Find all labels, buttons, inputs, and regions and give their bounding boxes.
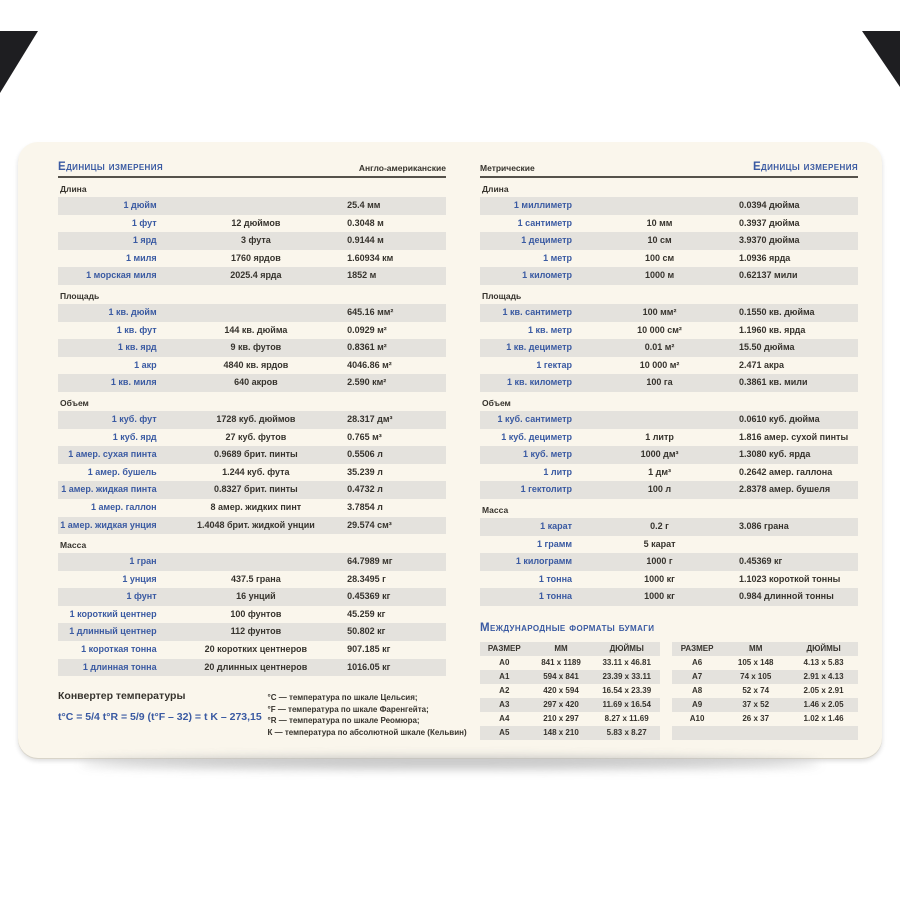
table-row (480, 712, 660, 726)
inches-cell: 4.13 x 5.83 (803, 657, 844, 667)
paper-table-header (672, 642, 858, 656)
equivalent-cell (167, 553, 345, 571)
table-row (58, 606, 446, 624)
inches-cell: 23.39 x 33.11 (602, 671, 651, 681)
unit-cell: 1 амер. сухая пинта (68, 449, 157, 460)
mm-cell: 210 x 297 (543, 713, 579, 723)
unit-cell: 1 кв. миля (110, 377, 157, 388)
unit-cell: 1 кв. километр (507, 377, 573, 388)
format-cell: A6 (691, 657, 703, 667)
page-title: Единицы измерения (752, 161, 858, 173)
cover-corner-top-left (0, 31, 38, 93)
inches-cell: 11.69 x 16.54 (602, 699, 651, 709)
value-cell: 0.45369 кг (347, 591, 391, 602)
mm-cell: 594 x 841 (543, 671, 579, 681)
temperature-note: °C — температура по шкале Цельсия; (267, 693, 418, 703)
equivalent-cell: 100 га (646, 377, 673, 388)
inches-cell: 33.11 x 46.81 (602, 657, 651, 667)
table-row (480, 518, 858, 536)
inches-cell: 16.54 x 23.39 (602, 685, 652, 695)
temperature-converter-title: Конвертер температуры (58, 690, 186, 703)
table-row (480, 215, 858, 233)
table-row (58, 481, 446, 499)
table-row (480, 267, 858, 285)
equivalent-cell: 12 дюймов (231, 217, 281, 228)
value-cell: 0.9144 м (347, 235, 384, 246)
mm-cell: 105 x 148 (737, 657, 774, 667)
equivalent-cell: 8 амер. жидких пинт (210, 501, 302, 512)
equivalent-cell: 1.244 куб. фута (222, 466, 290, 477)
diary-page (18, 142, 882, 758)
value-cell: 1852 м (347, 270, 377, 281)
table-row (58, 304, 446, 322)
table-row (58, 553, 446, 571)
section-title: Площадь (60, 290, 100, 301)
equivalent-cell (167, 197, 345, 215)
mm-cell: 37 x 52 (742, 699, 770, 709)
equivalent-cell: 27 куб. футов (225, 431, 287, 442)
table-row (672, 684, 858, 698)
value-cell: 28.317 дм³ (347, 413, 393, 424)
table-row (672, 726, 858, 740)
table-row (480, 197, 858, 215)
unit-cell: 1 короткий центнер (69, 608, 157, 619)
equivalent-cell (167, 304, 345, 322)
unit-cell: 1 миллиметр (513, 200, 573, 210)
mm-cell: 297 x 420 (543, 699, 579, 709)
cover-corner-top-right (862, 31, 900, 87)
unit-cell: 1 килограмм (515, 556, 573, 567)
section-title: Длина (60, 184, 87, 194)
value-cell: 1.3080 куб. ярда (739, 449, 811, 460)
unit-cell: 1 куб. ярд (112, 431, 157, 442)
unit-cell: 1 гектар (536, 359, 573, 370)
unit-cell: 1 дециметр (521, 235, 573, 246)
format-cell: A7 (691, 671, 703, 681)
section-title: Объем (482, 397, 511, 408)
mm-cell: 148 x 210 (543, 727, 579, 737)
table-row (480, 322, 858, 340)
equivalent-cell: 10 000 см² (637, 324, 682, 335)
value-cell: 0.984 длинной тонны (739, 591, 834, 602)
table-row (480, 429, 858, 447)
unit-cell: 1 амер. бушель (87, 466, 157, 477)
table-row (58, 464, 446, 482)
format-cell: A3 (499, 699, 510, 709)
equivalent-cell: 0.2 г (650, 520, 669, 531)
unit-cell: 1 кв. сантиметр (502, 306, 573, 317)
inches-cell: 2.05 x 2.91 (803, 685, 844, 695)
header-size: РАЗМЕР (487, 643, 521, 653)
temperature-note: °R — температура по шкале Реомюра; (267, 716, 420, 726)
unit-cell: 1 гектолитр (520, 484, 573, 495)
equivalent-cell: 16 унций (236, 591, 276, 602)
format-cell: A2 (499, 685, 510, 695)
value-cell: 2.471 акра (739, 359, 785, 370)
format-cell: A1 (499, 671, 510, 681)
value-cell: 1.1960 кв. ярда (739, 324, 806, 335)
page-title: Единицы измерения (58, 161, 164, 173)
header-inches: ДЮЙМЫ (806, 643, 841, 653)
unit-cell: 1 морская миля (86, 270, 157, 281)
inches-cell (789, 726, 858, 740)
table-row (672, 670, 858, 684)
table-row (480, 553, 858, 571)
equivalent-cell: 437.5 грана (231, 573, 281, 584)
column-anglo-american (58, 156, 467, 738)
equivalent-cell: 1000 дм³ (640, 449, 679, 460)
temperature-note: °F — температура по шкале Фаренгейта; (267, 704, 429, 714)
conversion-table (58, 197, 446, 285)
table-row (480, 698, 660, 712)
equivalent-cell: 0.01 м² (644, 342, 675, 353)
table-row (480, 726, 660, 740)
mm-cell: 841 x 1189 (541, 657, 581, 667)
conversion-table (58, 553, 446, 676)
conversion-table (480, 197, 858, 285)
paper-formats-title: Международные форматы бумаги (480, 621, 655, 634)
value-cell: 0.2642 амер. галлона (739, 466, 833, 477)
table-row (58, 429, 446, 447)
unit-cell: 1 кв. дециметр (506, 342, 573, 353)
value-cell: 1.60934 км (347, 252, 394, 263)
format-cell (672, 726, 722, 740)
value-cell: 0.765 м³ (347, 431, 382, 442)
value-cell: 25.4 мм (347, 200, 381, 210)
section-title: Площадь (482, 290, 522, 301)
table-row (480, 656, 660, 670)
equivalent-cell: 4840 кв. ярдов (223, 359, 289, 370)
value-cell: 0.3861 кв. мили (739, 377, 808, 388)
equivalent-cell: 100 л (647, 484, 672, 495)
unit-cell: 1 акр (134, 359, 157, 370)
table-row (58, 411, 446, 429)
table-row (58, 659, 446, 677)
table-row (58, 197, 446, 215)
equivalent-cell: 9 кв. футов (230, 342, 282, 353)
equivalent-cell: 1 литр (645, 431, 674, 442)
equivalent-cell: 3 фута (240, 235, 271, 246)
value-cell (737, 536, 858, 554)
value-cell: 0.0394 дюйма (739, 200, 800, 210)
equivalent-cell: 1000 кг (644, 591, 675, 602)
format-cell: A8 (691, 685, 703, 695)
unit-cell: 1 грамм (536, 538, 573, 549)
temperature-note: К — температура по абсолютной шкале (Кельвин) (267, 727, 467, 737)
conversion-table (480, 304, 858, 392)
section-title: Объем (60, 397, 89, 408)
value-cell: 3.9370 дюйма (739, 235, 800, 246)
table-row (672, 656, 858, 670)
value-cell: 0.0929 м² (347, 324, 387, 335)
unit-cell: 1 миля (125, 252, 157, 263)
equivalent-cell: 1000 г (646, 556, 673, 567)
table-row (58, 232, 446, 250)
unit-cell: 1 кв. дюйм (108, 306, 157, 317)
inches-cell: 5.83 x 8.27 (606, 727, 647, 737)
table-row (480, 684, 660, 698)
equivalent-cell: 1728 куб. дюймов (216, 413, 296, 424)
equivalent-cell: 1.4048 брит. жидкой унции (196, 519, 315, 530)
table-row (58, 571, 446, 589)
unit-cell: 1 тонна (538, 573, 573, 584)
table-row (480, 374, 858, 392)
unit-sections (480, 184, 858, 606)
value-cell: 1.816 амер. сухой пинты (739, 431, 849, 442)
mm-cell (722, 726, 789, 740)
unit-cell: 1 литр (543, 466, 573, 477)
table-row (58, 322, 446, 340)
value-cell: 0.1550 кв. дюйма (739, 306, 815, 317)
equivalent-cell: 144 кв. дюйма (224, 324, 288, 335)
unit-cell: 1 длинный центнер (69, 626, 157, 637)
equivalent-cell: 1 дм³ (648, 466, 671, 477)
unit-cell: 1 сантиметр (517, 217, 573, 228)
header-rule (58, 176, 446, 178)
table-row (480, 411, 858, 429)
inches-cell: 1.46 x 2.05 (803, 699, 844, 709)
format-cell: A10 (689, 713, 705, 723)
table-row (58, 374, 446, 392)
equivalent-cell: 10 см (647, 235, 672, 246)
mm-cell: 74 x 105 (740, 671, 772, 681)
unit-cell: 1 амер. жидкая пинта (61, 484, 157, 495)
value-cell: 64.7989 мг (347, 556, 393, 567)
format-cell: A5 (499, 727, 510, 737)
temperature-converter (58, 690, 467, 738)
table-row (58, 250, 446, 268)
table-row (480, 588, 858, 606)
equivalent-cell: 1000 м (644, 270, 675, 281)
equivalent-cell: 100 мм² (642, 306, 677, 317)
value-cell: 0.3937 дюйма (739, 217, 800, 228)
equivalent-cell: 20 длинных центнеров (204, 661, 308, 672)
equivalent-cell: 20 коротких центнеров (204, 644, 308, 655)
value-cell: 0.3048 м (347, 217, 384, 228)
column-header (480, 156, 858, 173)
value-cell: 1016.05 кг (347, 661, 391, 672)
table-row (58, 339, 446, 357)
table-row (480, 250, 858, 268)
header-inches: ДЮЙМЫ (609, 643, 644, 653)
table-row (58, 517, 446, 535)
value-cell: 907.185 кг (347, 644, 391, 655)
conversion-table (58, 304, 446, 392)
equivalent-cell: 640 акров (234, 377, 278, 388)
conversion-table (480, 411, 858, 499)
equivalent-cell: 112 фунтов (230, 626, 282, 637)
value-cell: 35.239 л (347, 466, 383, 477)
unit-cell: 1 куб. дециметр (501, 431, 573, 442)
value-cell: 0.62137 мили (739, 270, 798, 281)
value-cell: 0.45369 кг (739, 556, 783, 567)
value-cell: 645.16 мм² (347, 306, 394, 317)
unit-cell: 1 амер. жидкая унция (60, 519, 157, 530)
equivalent-cell: 2025.4 ярда (230, 270, 282, 281)
column-metric (480, 156, 858, 740)
value-cell: 1.0936 ярда (739, 252, 791, 263)
value-cell: 0.5506 л (347, 449, 383, 460)
table-row (58, 499, 446, 517)
value-cell: 29.574 см³ (347, 519, 392, 530)
unit-cell: 1 куб. фут (111, 413, 157, 424)
table-row (58, 641, 446, 659)
table-row (480, 446, 858, 464)
table-row (58, 623, 446, 641)
paper-formats-table-a0-a5 (480, 642, 660, 740)
table-row (672, 698, 858, 712)
table-row (480, 304, 858, 322)
format-cell: A4 (499, 713, 510, 723)
table-row (480, 232, 858, 250)
conversion-table (480, 518, 858, 606)
column-header (58, 156, 446, 173)
table-row (58, 357, 446, 375)
inches-cell: 1.02 x 1.46 (803, 713, 844, 723)
table-row (672, 712, 858, 726)
unit-cell: 1 метр (543, 252, 573, 263)
unit-cell: 1 дюйм (123, 200, 157, 210)
unit-cell: 1 унция (122, 573, 157, 584)
inches-cell: 8.27 x 11.69 (604, 713, 649, 723)
equivalent-cell: 100 см (644, 252, 675, 263)
format-cell: A0 (499, 657, 510, 667)
value-cell: 2.590 км² (347, 377, 387, 388)
equivalent-cell: 1000 кг (644, 573, 675, 584)
unit-cell: 1 тонна (538, 591, 573, 602)
unit-sections (58, 184, 446, 676)
mm-cell: 420 x 594 (543, 685, 579, 695)
value-cell: 0.8361 м² (347, 342, 387, 353)
value-cell: 2.8378 амер. бушеля (739, 484, 831, 495)
table-row (480, 536, 858, 554)
table-row (480, 481, 858, 499)
temperature-converter-left (58, 690, 268, 738)
header-size: РАЗМЕР (680, 643, 714, 653)
column-subtitle: Англо-американские (358, 163, 446, 173)
unit-cell: 1 кв. ярд (117, 342, 157, 353)
table-row (58, 446, 446, 464)
equivalent-cell: 0.9689 брит. пинты (213, 449, 298, 460)
table-row (480, 571, 858, 589)
value-cell: 0.0610 куб. дюйма (739, 413, 820, 424)
unit-cell: 1 карат (540, 520, 573, 531)
unit-cell: 1 амер. галлон (90, 501, 157, 512)
mm-cell: 26 x 37 (742, 713, 770, 723)
paper-formats-table-a6-a10 (672, 642, 858, 740)
paper-formats-tables (480, 642, 858, 740)
value-cell: 3.7854 л (347, 501, 383, 512)
value-cell: 0.4732 л (347, 484, 383, 495)
section-title: Масса (482, 504, 509, 515)
header-mm: ММ (554, 643, 568, 653)
equivalent-cell: 10 мм (646, 217, 673, 228)
header-rule (480, 176, 858, 178)
unit-cell: 1 куб. метр (523, 449, 573, 460)
equivalent-cell: 10 000 м² (639, 359, 680, 370)
table-row (58, 215, 446, 233)
unit-cell: 1 кв. метр (528, 324, 573, 335)
value-cell: 50.802 кг (347, 626, 386, 637)
inches-cell: 2.91 x 4.13 (803, 671, 844, 681)
value-cell: 4046.86 м² (347, 359, 392, 370)
unit-cell: 1 длинная тонна (82, 661, 157, 672)
value-cell: 28.3495 г (347, 573, 386, 584)
table-row (480, 339, 858, 357)
temperature-notes (267, 690, 467, 738)
header-mm: ММ (749, 643, 763, 653)
equivalent-cell: 5 карат (643, 538, 676, 549)
equivalent-cell: 100 фунтов (230, 608, 282, 619)
format-cell: A9 (691, 699, 703, 709)
table-row (58, 588, 446, 606)
value-cell: 15.50 дюйма (739, 342, 795, 353)
equivalent-cell (582, 411, 737, 429)
unit-cell: 1 кв. фут (116, 324, 157, 335)
section-title: Масса (60, 540, 87, 551)
conversion-table (58, 411, 446, 534)
value-cell: 1.1023 короткой тонны (739, 573, 841, 584)
column-subtitle: Метрические (480, 163, 535, 173)
unit-cell: 1 гран (129, 556, 157, 567)
equivalent-cell: 1760 ярдов (230, 252, 281, 263)
unit-cell: 1 ярд (132, 235, 157, 246)
unit-cell: 1 короткая тонна (81, 644, 157, 655)
value-cell: 45.259 кг (347, 608, 386, 619)
equivalent-cell: 0.8327 брит. пинты (213, 484, 298, 495)
paper-table-header (480, 642, 660, 656)
mm-cell: 52 x 74 (742, 685, 770, 695)
unit-cell: 1 куб. сантиметр (497, 413, 573, 424)
value-cell: 3.086 грана (739, 520, 789, 531)
unit-cell: 1 фунт (126, 591, 157, 602)
table-row (480, 670, 660, 684)
temperature-formula: t°C = 5/4 t°R = 5/9 (t°F – 32) = t K – 273,15 (58, 711, 262, 724)
unit-cell: 1 фут (131, 217, 157, 228)
section-title: Длина (482, 184, 509, 194)
unit-cell: 1 километр (522, 270, 573, 281)
table-row (58, 267, 446, 285)
equivalent-cell (582, 197, 737, 215)
table-row (480, 464, 858, 482)
page-drop-shadow (80, 757, 820, 769)
table-row (480, 357, 858, 375)
